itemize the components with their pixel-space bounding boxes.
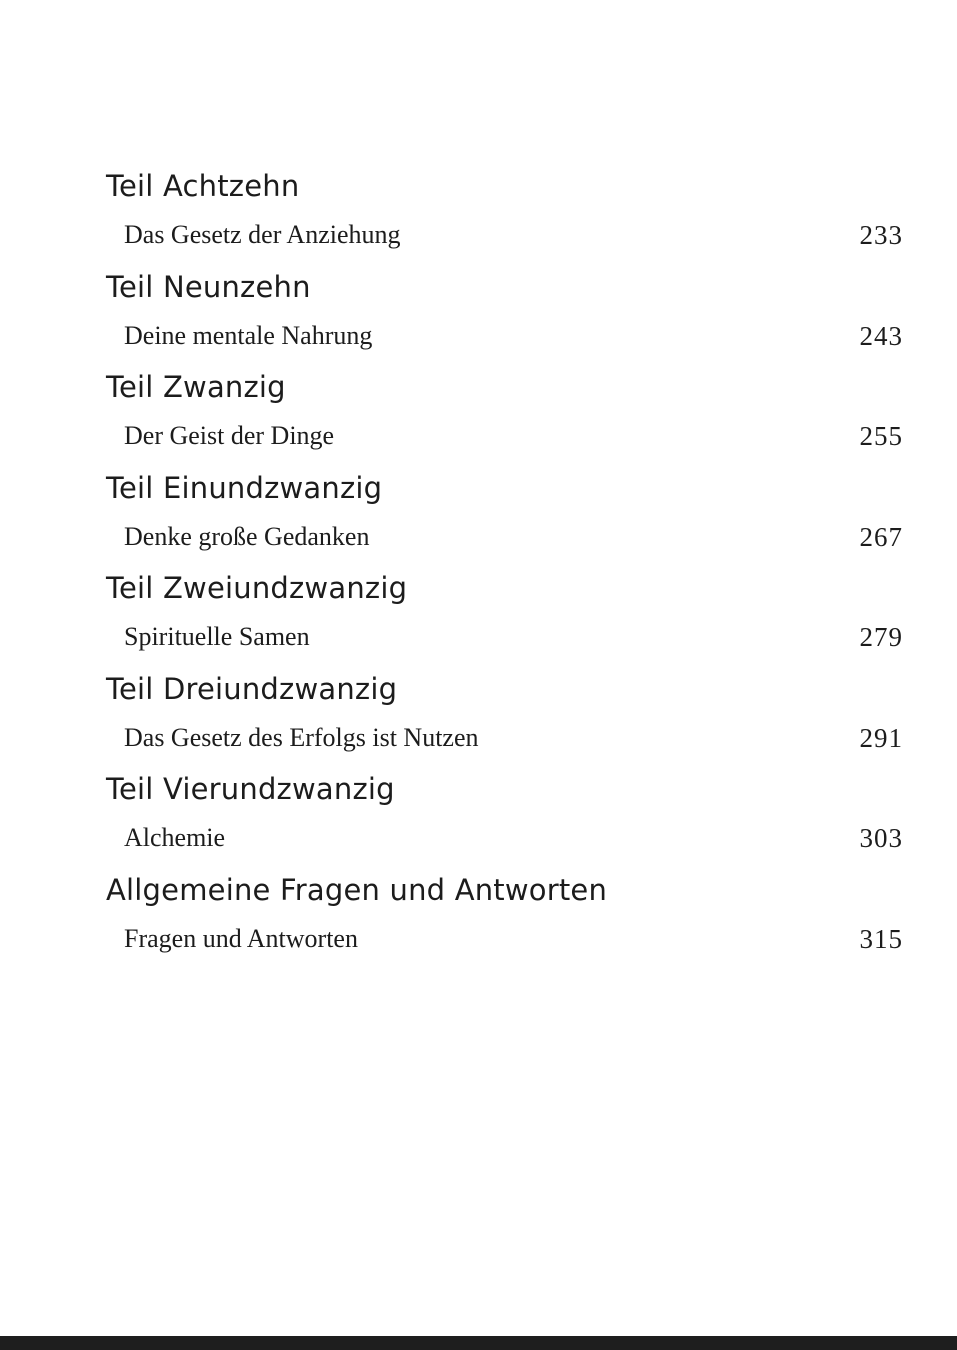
part-title: Teil Einundzwanzig	[106, 470, 383, 505]
chapter-title: Das Gesetz der Anziehung	[124, 220, 401, 249]
chapter-title: Fragen und Antworten	[124, 923, 358, 953]
page-number: 315	[859, 923, 903, 954]
chapter-row	[124, 821, 903, 855]
page-number: 303	[859, 823, 903, 853]
part-title: Teil Achtzehn	[106, 169, 300, 203]
chapter-row	[124, 922, 903, 956]
toc-entry	[106, 872, 903, 973]
part-title: Teil Neunzehn	[106, 269, 311, 304]
part-title: Teil Zweiundzwanzig	[106, 571, 408, 605]
chapter-row	[124, 721, 903, 755]
toc-entry	[106, 771, 903, 872]
chapter-row	[124, 520, 903, 554]
chapter-title: Der Geist der Dinge	[124, 421, 335, 450]
page-number: 291	[859, 722, 903, 753]
scan-edge-bar	[0, 1336, 957, 1350]
toc-entry	[106, 671, 903, 772]
chapter-row	[124, 319, 903, 353]
toc-entry	[106, 470, 903, 571]
chapter-title: Denke große Gedanken	[124, 521, 370, 551]
toc-entry	[106, 269, 903, 370]
toc-entry	[106, 168, 903, 269]
page-number: 267	[859, 521, 903, 552]
toc-entry	[106, 570, 903, 671]
part-title: Teil Dreiundzwanzig	[106, 671, 398, 706]
page-number: 233	[859, 220, 903, 250]
part-title: Teil Vierundzwanzig	[106, 772, 395, 806]
chapter-title: Das Gesetz des Erfolgs ist Nutzen	[124, 722, 479, 752]
chapter-row	[124, 218, 903, 252]
chapter-row	[124, 419, 903, 453]
chapter-row	[124, 620, 903, 654]
page-number: 243	[859, 320, 903, 351]
table-of-contents	[106, 168, 903, 972]
page-number: 255	[859, 421, 903, 451]
part-title: Teil Zwanzig	[106, 370, 286, 404]
chapter-title: Deine mentale Nahrung	[124, 320, 373, 350]
part-title: Allgemeine Fragen und Antworten	[106, 872, 608, 907]
page-number: 279	[859, 622, 903, 652]
chapter-title: Alchemie	[124, 823, 226, 852]
chapter-title: Spirituelle Samen	[124, 622, 310, 651]
toc-entry	[106, 369, 903, 470]
